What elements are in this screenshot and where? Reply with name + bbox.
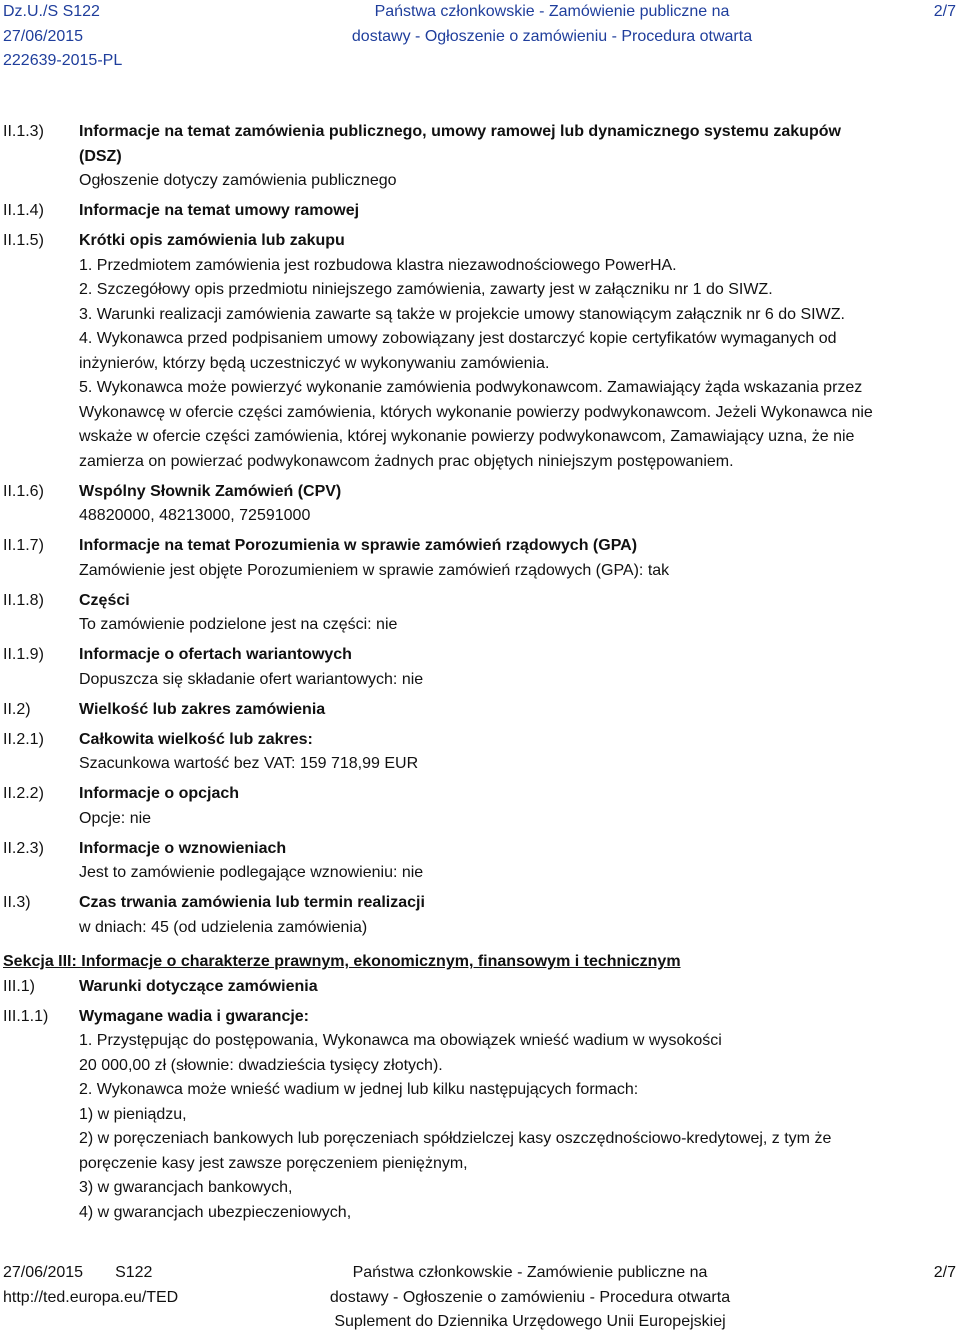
section-line: 2. Szczegółowy opis przedmiotu niniejszego zamówienia, zawarty jest w załączniku nr 1 do SIWZ.	[79, 281, 773, 298]
section-title: Informacje na temat zamówienia publicznego, umowy ramowej lub dynamicznego systemu zakupów	[79, 123, 841, 140]
section-number: II.1.4)	[3, 202, 44, 219]
section-number: II.1.7)	[3, 537, 44, 554]
footer-series: S122	[115, 1264, 153, 1281]
section-text	[79, 199, 950, 224]
section-number: II.3)	[3, 894, 31, 911]
section-line: Wykonawcę w ofercie części zamówienia, których wykonanie powierzy podwykonawcom. Jeżeli Wykonawca nie	[79, 403, 873, 421]
section-line: 2) w poręczeniach bankowych lub poręczeniach spółdzielczej kasy oszczędnościowo-kredytowej, z tym że	[79, 1130, 832, 1147]
section-line: 1. Przedmiotem zamówienia jest rozbudowa klastra niezawodnościowego PowerHA.	[79, 256, 677, 274]
footer-title	[290, 1261, 770, 1335]
section-title: Informacje o wznowieniach	[79, 839, 287, 857]
section-line: Szacunkowa wartość bez VAT: 159 718,99 EUR	[79, 755, 419, 772]
section-heading: Sekcja III: Informacje o charakterze prawnym, ekonomicznym, finansowym i technicznym	[3, 953, 681, 970]
header-page-number: 2/7	[933, 3, 956, 20]
section-number: III.1.1)	[3, 1007, 49, 1025]
section-line: Zamówienie jest objęte Porozumieniem w sprawie zamówień rządowych (GPA): tak	[79, 561, 670, 579]
section-text	[79, 534, 950, 583]
section-line: 48820000, 48213000, 72591000	[79, 507, 311, 524]
section-text	[79, 891, 950, 940]
section-line: 2. Wykonawca może wnieść wadium w jednej lub kilku następujących formach:	[79, 1081, 639, 1098]
section-text	[79, 120, 950, 194]
section-number: II.2.2)	[3, 785, 44, 802]
header-date: 27/06/2015	[3, 27, 84, 45]
header-left	[3, 0, 122, 74]
section-title: Warunki dotyczące zamówienia	[79, 977, 318, 995]
section-line: 3) w gwarancjach bankowych,	[79, 1179, 293, 1196]
section-line: wskaże w ofercie części zamówienia, której wykonanie powierzy podwykonawcom, Zamawiający uzna, że nie	[79, 428, 855, 445]
footer-title-line-3: Suplement do Dziennika Urzędowego Unii Europejskiej	[334, 1313, 726, 1330]
section-number: II.1.8)	[3, 591, 44, 609]
section-line: 3. Warunki realizacji zamówienia zawarte są także w projekcie umowy stanowiącym załącznik nr 6 do SIWZ.	[79, 305, 845, 323]
header-title	[310, 0, 794, 49]
section-text	[79, 782, 950, 831]
section-title: Informacje o ofertach wariantowych	[79, 646, 352, 663]
section-line: w dniach: 45 (od udzielenia zamówienia)	[79, 918, 368, 936]
section-line: 4) w gwarancjach ubezpieczeniowych,	[79, 1203, 352, 1221]
section-text	[79, 480, 950, 529]
section-text	[79, 837, 950, 886]
section-line: 1. Przystępując do postępowania, Wykonawca ma obowiązek wnieść wadium w wysokości	[79, 1032, 722, 1049]
section-number: II.1.9)	[3, 646, 44, 663]
section-title: Krótki opis zamówienia lub zakupu	[79, 232, 345, 249]
section-title: Wspólny Słownik Zamówień (CPV)	[79, 482, 342, 500]
section-line: 20 000,00 zł (słownie: dwadzieścia tysięcy złotych).	[79, 1056, 443, 1074]
page-header	[0, 0, 960, 72]
section-text	[79, 728, 950, 777]
section-title: Informacje na temat Porozumienia w sprawie zamówień rządowych (GPA)	[79, 537, 638, 554]
section-number: II.1.6)	[3, 482, 44, 500]
section-title: (DSZ)	[79, 147, 122, 165]
section-line: To zamówienie podzielone jest na części: nie	[79, 616, 398, 633]
section-line: zamierza on powierzać podwykonawcom żadnych prac objętych niniejszym postępowaniem.	[79, 452, 734, 470]
section-number: II.2.3)	[3, 839, 44, 857]
footer-page-number: 2/7	[933, 1264, 956, 1281]
section-number: III.1)	[3, 977, 36, 995]
section-text	[79, 643, 950, 692]
doc-ref: Dz.U./S S122	[3, 3, 100, 20]
footer-left	[3, 1261, 178, 1310]
section-text	[79, 1005, 950, 1226]
section-number: II.1.3)	[3, 123, 44, 140]
section-line: 1) w pieniądzu,	[79, 1105, 187, 1123]
section-text	[79, 589, 950, 638]
footer-date: 27/06/2015	[3, 1264, 84, 1281]
section-title: Wymagane wadia i gwarancje:	[79, 1007, 310, 1025]
section-line: poręczenie kasy jest zawsze poręczeniem pieniężnym,	[79, 1154, 468, 1172]
header-title-line-2: dostawy - Ogłoszenie o zamówieniu - Procedura otwarta	[351, 27, 753, 45]
footer-url: http://ted.europa.eu/TED	[3, 1288, 179, 1306]
footer-title-line-1: Państwa członkowskie - Zamówienie publiczne na	[352, 1264, 708, 1281]
section-line: Dopuszcza się składanie ofert wariantowych: nie	[79, 670, 424, 688]
section-line: Ogłoszenie dotyczy zamówienia publicznego	[79, 172, 397, 189]
section-line: Opcje: nie	[79, 809, 152, 827]
section-title: Wielkość lub zakres zamówienia	[79, 700, 326, 718]
section-line: inżynierów, którzy będą uczestniczyć w wykonywaniu zamówienia.	[79, 354, 550, 372]
section-number: II.1.5)	[3, 232, 44, 249]
section-title: Czas trwania zamówienia lub termin realizacji	[79, 894, 425, 911]
section-title: Całkowita wielkość lub zakres:	[79, 730, 313, 748]
section-line: Jest to zamówienie podlegające wznowieniu: nie	[79, 864, 424, 881]
section-title: Informacje na temat umowy ramowej	[79, 202, 360, 219]
section-number: II.2.1)	[3, 730, 44, 748]
section-line: 4. Wykonawca przed podpisaniem umowy zobowiązany jest dostarczyć kopie certyfikatów wymaganych od	[79, 330, 837, 347]
section-text	[79, 698, 950, 723]
section-title: Części	[79, 591, 130, 609]
page-footer	[0, 1261, 960, 1334]
section-line: 5. Wykonawca może powierzyć wykonanie zamówienia podwykonawcom. Zamawiający żąda wskazania przez	[79, 379, 863, 396]
section-text	[79, 229, 950, 474]
doc-id: 222639-2015-PL	[3, 52, 123, 69]
header-title-line-1: Państwa członkowskie - Zamówienie publiczne na	[374, 3, 730, 20]
footer-title-line-2: dostawy - Ogłoszenie o zamówieniu - Procedura otwarta	[329, 1288, 731, 1306]
section-title: Informacje o opcjach	[79, 785, 240, 802]
section-text	[79, 975, 950, 1000]
section-number: II.2)	[3, 700, 31, 718]
